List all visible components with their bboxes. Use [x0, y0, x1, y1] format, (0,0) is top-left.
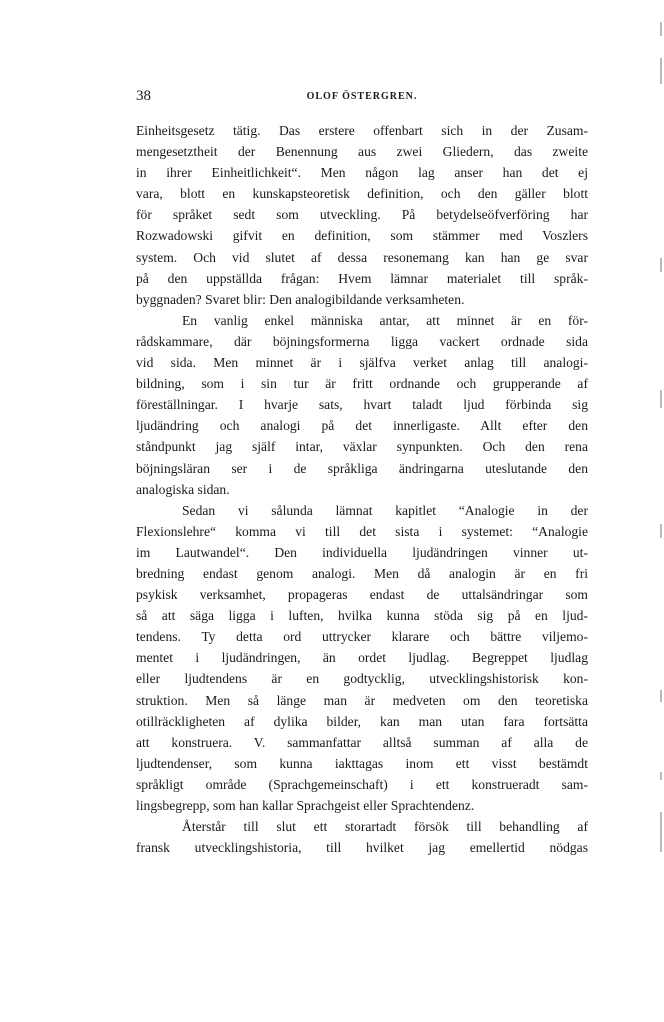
text-line: struktion. Men så länge man är medveten om den teoretiska	[136, 692, 588, 708]
text-line: på den uppställda frågan: Hvem lämnar materialet till språk-	[136, 270, 588, 286]
text-line: fransk utvecklingshistoria, till hvilket jag emellertid nödgas	[136, 840, 588, 856]
scan-margin-mark	[660, 390, 662, 408]
text-line: eller ljudtendens är en godtycklig, utvecklingshistorisk kon-	[136, 671, 588, 687]
text-line: En vanlig enkel människa antar, att minnet är en för-	[182, 312, 588, 328]
text-line: att konstruera. V. sammanfattar alltså summan af alla de	[136, 734, 588, 750]
text-line: ljudtendenser, som kunna iakttagas inom ett visst bestämdt	[136, 755, 588, 771]
text-line: Återstår till slut ett storartadt försök till behandling af	[182, 819, 588, 835]
text-line: bredning endast genom analogi. Men då analogin är en fri	[136, 565, 588, 581]
running-head	[136, 88, 588, 108]
scan-margin-mark	[660, 258, 662, 272]
scan-margin-mark	[660, 524, 662, 538]
text-line: språkligt område (Sprachgemeinschaft) i ett konstrueradt sam-	[136, 776, 588, 792]
text-line: Sedan vi sålunda lämnat kapitlet “Analogie in der	[182, 502, 588, 518]
body-text	[136, 120, 588, 858]
scan-margin-mark	[660, 690, 662, 702]
text-line: böjningsläran ser i de språkliga ändringarna uteslutande den	[136, 460, 588, 476]
text-line: Einheitsgesetz tätig. Das erstere offenbart sich in der Zusam-	[136, 123, 588, 138]
text-line: in ihrer Einheitlichkeit“. Men någon lag anser han det ej	[136, 165, 588, 181]
scan-margin-mark	[660, 772, 662, 780]
text-line: Rozwadowski gifvit en definition, som stämmer med Voszlers	[136, 228, 588, 244]
page-number: 38	[136, 88, 151, 104]
text-line: för språket sedt som utveckling. På betydelseöfverföring har	[136, 207, 588, 223]
text-line: analogiska sidan.	[136, 481, 230, 497]
text-line: mentet i ljudändringen, än ordet ljudlag. Begreppet ljudlag	[136, 650, 588, 666]
scan-margin-mark	[660, 22, 662, 36]
text-line: vid sida. Men minnet är i själfva verket anlag till analogi-	[136, 355, 588, 371]
text-line: så att säga ligga i luften, hvilka kunna stöda sig på en ljud-	[136, 608, 588, 624]
running-head-author: OLOF ÖSTERGREN.	[306, 91, 418, 102]
text-line: im Lautwandel“. Den individuella ljudändringen vinner ut-	[136, 544, 588, 560]
text-line: vara, blott en kunskapsteoretisk definition, och den gäller blott	[136, 186, 588, 202]
text-line: mengesetztheit der Benennung aus zwei Gliedern, das zweite	[136, 144, 588, 160]
scan-margin-mark	[660, 58, 662, 84]
text-line: otillräckligheten af dylika bilder, kan man utan fara fortsätta	[136, 713, 588, 729]
text-line: system. Och vid slutet af dessa resonemang kan han ge svar	[136, 249, 588, 265]
text-line: Flexionslehre“ komma vi till det sista i systemet: “Analogie	[136, 523, 588, 539]
text-line: byggnaden? Svaret blir: Den analogibildande verksamheten.	[136, 291, 465, 307]
text-line: rådskammare, där böjningsformerna ligga vackert ordnade sida	[136, 333, 588, 349]
text-line: ståndpunkt jag själf intar, växlar synpunkten. Och den rena	[136, 439, 588, 455]
text-line: bildning, som i sin tur är fritt ordnande och grupperande af	[136, 376, 588, 392]
text-line: psykisk verksamhet, propageras endast de uttalsändringar som	[136, 587, 588, 603]
text-line: ljudändring och analogi på det innerligaste. Allt efter den	[136, 418, 588, 434]
text-line: tendens. Ty detta ord uttrycker klarare och bättre viljemo-	[136, 629, 588, 645]
scan-margin-mark	[660, 812, 662, 852]
text-line: föreställningar. I hvarje sats, hvart taladt ljud förbinda sig	[136, 397, 588, 413]
text-line: lingsbegrepp, som han kallar Sprachgeist eller Sprachtendenz.	[136, 798, 475, 813]
